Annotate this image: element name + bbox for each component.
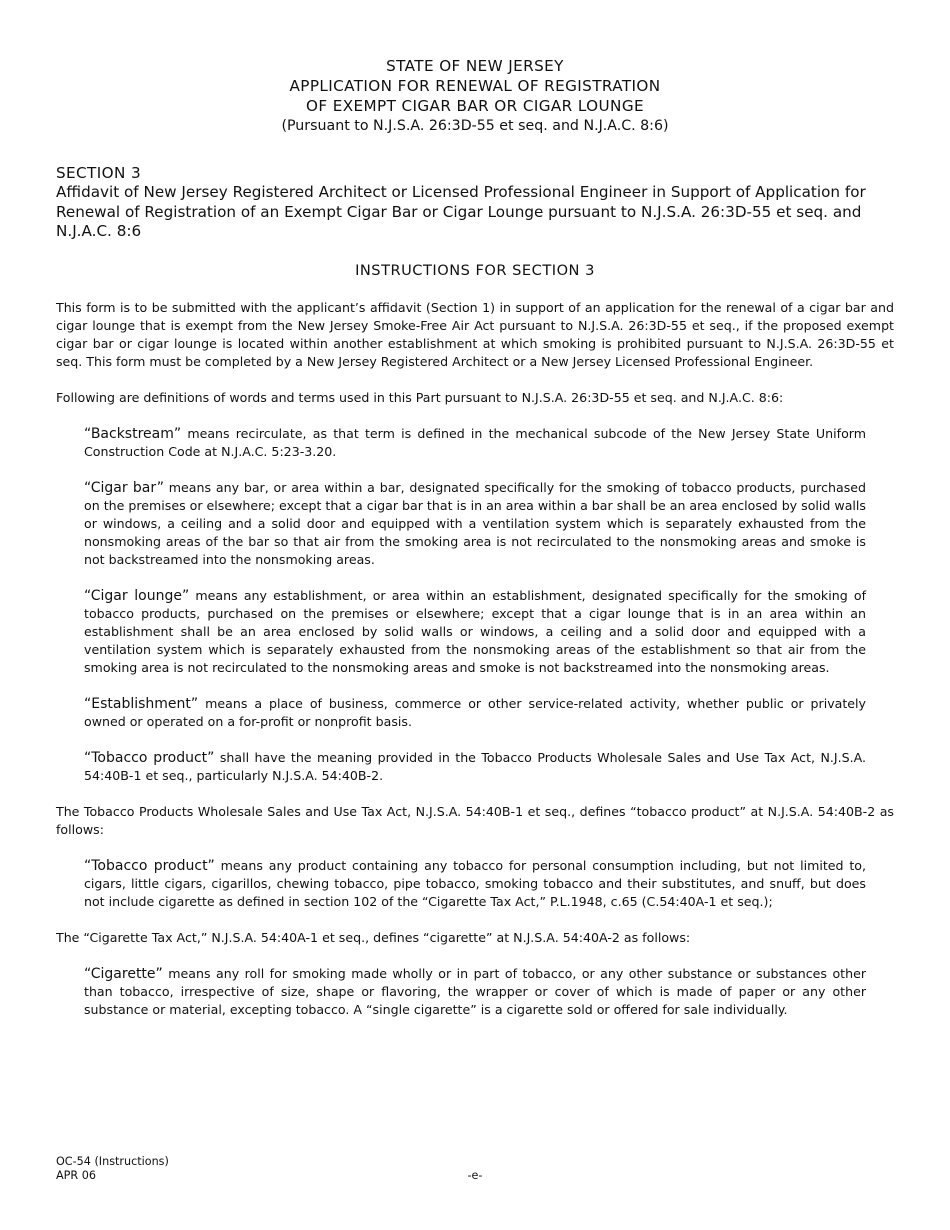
definition-text: means any product containing any tobacco for personal consumption including, but not limited to, cigars, little cigars, cigarillos, chewing tobacco, pipe tobacco, smoking tobacco and their substitutes, and snuff, but does not include cigarette as defined in section 102 of the “Cigarette Tax Act,” P.L.1948, c.65 (C.54:40A-1 et seq.);	[84, 858, 867, 909]
definition-term: “Cigar lounge”	[84, 588, 190, 604]
cigarette-definition	[84, 965, 866, 1019]
instructions-title: INSTRUCTIONS FOR SECTION 3	[355, 262, 595, 279]
definition-backstream	[84, 425, 866, 461]
definition-term: “Backstream”	[84, 426, 182, 442]
document-header	[0, 56, 950, 136]
definitions-intro: Following are definitions of words and terms used in this Part pursuant to N.J.S.A. 26:3D-55 et seq. and N.J.A.C. 8:6:	[56, 390, 784, 405]
definition-term: “Establishment”	[84, 696, 199, 712]
definition-term: “Tobacco product”	[84, 858, 215, 874]
cigarette-act-intro: The “Cigarette Tax Act,” N.J.S.A. 54:40A-1 et seq., defines “cigarette” at N.J.S.A. 54:40A-2 as follows:	[56, 930, 691, 945]
definition-establishment	[84, 695, 866, 731]
definition-term: “Cigarette”	[84, 966, 163, 982]
section-heading	[56, 164, 896, 242]
intro-paragraph: This form is to be submitted with the applicant’s affidavit (Section 1) in support of an application for the renewal of a cigar bar and cigar lounge that is exempt from the New Jersey Smoke-Free Air Act pursuant to N.J.S.A. 26:3D-55 et seq., if the proposed exempt cigar bar or cigar lounge is located within another establishment at which smoking is prohibited pursuant to N.J.S.A. 26:3D-55 et seq. This form must be completed by a New Jersey Registered Architect or a New Jersey Licensed Professional Engineer.	[56, 300, 894, 369]
footer-page-number: -e-	[467, 1169, 483, 1182]
header-pursuant: (Pursuant to N.J.S.A. 26:3D-55 et seq. and N.J.A.C. 8:6)	[281, 118, 669, 134]
header-application-title: APPLICATION FOR RENEWAL OF REGISTRATION	[289, 77, 661, 95]
definition-cigar-bar	[84, 479, 866, 569]
instructions-body	[56, 299, 894, 1019]
definition-text: shall have the meaning provided in the Tobacco Products Wholesale Sales and Use Tax Act, N.J.S.A. 54:40B-1 et seq., particularly N.J.S.A. 54:40B-2.	[84, 750, 866, 783]
tobacco-act-definition	[84, 857, 866, 911]
section-affidavit-title: Affidavit of New Jersey Registered Architect or Licensed Professional Engineer in Support of Application for Renewal of Registration of an Exempt Cigar Bar or Cigar Lounge pursuant to N.J.S.A. 26:3D-55 et seq. and N.J.A.C. 8:6	[56, 183, 866, 240]
section-label: SECTION 3	[56, 164, 142, 182]
definition-term: “Tobacco product”	[84, 750, 215, 766]
definition-text: means a place of business, commerce or other service-related activity, whether public or privately owned or operated on a for-profit or nonprofit basis.	[84, 696, 866, 729]
definition-text: means recirculate, as that term is defined in the mechanical subcode of the New Jersey State Uniform Construction Code at N.J.A.C. 5:23-3.20.	[84, 426, 866, 459]
definition-tobacco-product	[84, 749, 866, 785]
header-state: STATE OF NEW JERSEY	[386, 57, 564, 75]
definition-text: means any bar, or area within a bar, designated specifically for the smoking of tobacco products, purchased on the premises or elsewhere; except that a cigar bar that is in an area within a bar shall be an area enclosed by solid walls or windows, a ceiling and a solid door and equipped with a ventilation system which is separately exhausted from the nonsmoking areas of the bar so that air from the smoking area is not recirculated to the nonsmoking areas and smoke is not backstreamed into the nonsmoking areas.	[84, 480, 866, 567]
footer-date: APR 06	[56, 1169, 96, 1182]
definition-term: “Cigar bar”	[84, 480, 164, 496]
footer-form-id: OC-54 (Instructions)	[56, 1155, 169, 1168]
definition-text: means any roll for smoking made wholly or in part of tobacco, or any other substance or substances other than tobacco, irrespective of size, shape or flavoring, the wrapper or cover of which is made of paper or any other substance or material, excepting tobacco. A “single cigarette” is a cigarette sold or offered for sale individually.	[84, 966, 866, 1017]
tobacco-act-intro: The Tobacco Products Wholesale Sales and Use Tax Act, N.J.S.A. 54:40B-1 et seq., defines “tobacco product” at N.J.S.A. 54:40B-2 as follows:	[56, 804, 894, 837]
header-application-subtitle: OF EXEMPT CIGAR BAR OR CIGAR LOUNGE	[306, 97, 644, 115]
definition-cigar-lounge	[84, 587, 866, 677]
definition-text: means any establishment, or area within an establishment, designated specifically for the smoking of tobacco products, purchased on the premises or elsewhere; except that a cigar lounge that is in an area within an establishment shall be an area enclosed by solid walls or windows, a ceiling and a solid door and equipped with a ventilation system which is separately exhausted from the nonsmoking areas of the establishment so that air from the smoking area is not recirculated to the nonsmoking areas and smoke is not backstreamed into the nonsmoking areas.	[84, 588, 867, 675]
